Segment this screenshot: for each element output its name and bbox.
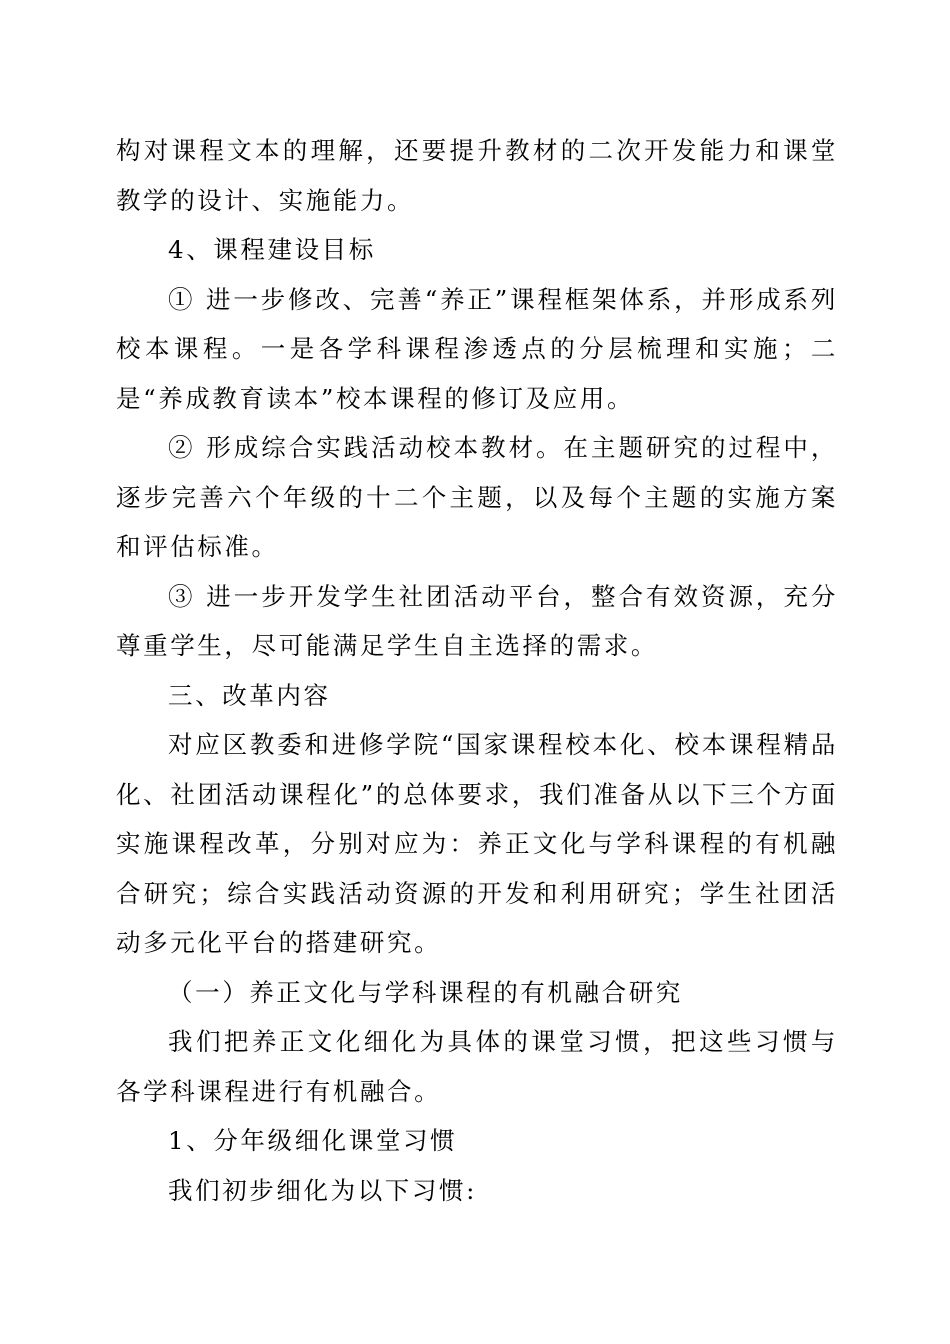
reform-content-paragraph: 对应区教委和进修学院“国家课程校本化、校本课程精品化、社团活动课程化”的总体要求，我们准备从以下三个方面实施课程改革，分别对应为：养正文化与学科课程的有机融合研究；综合实践活动资源的开发和利用研究；学生社团活动多元化平台的搭建研究。 — [116, 730, 838, 957]
goal-item-2: ② 形成综合实践活动校本教材。在主题研究的过程中，逐步完善六个年级的十二个主题，以及每个主题的实施方案和评估标准。 — [116, 433, 838, 561]
subsection-heading-1: （一）养正文化与学科课程的有机融合研究 — [168, 977, 683, 1007]
paragraph-continuation: 构对课程文本的理解，还要提升教材的二次开发能力和课堂教学的设计、实施能力。 — [116, 136, 838, 215]
section-heading-reform-content: 三、改革内容 — [168, 680, 331, 710]
document-body — [116, 126, 838, 1215]
goal-item-1: ① 进一步修改、完善“养正”课程框架体系，并形成系列校本课程。一是各学科课程渗透点的分层梳理和实施；二是“养成教育读本”校本课程的修订及应用。 — [116, 284, 838, 413]
section-heading-curriculum-goals: 4、课程建设目标 — [168, 235, 376, 264]
subsection-paragraph: 我们把养正文化细化为具体的课堂习惯，把这些习惯与各学科课程进行有机融合。 — [116, 1027, 838, 1106]
goal-item-3: ③ 进一步开发学生社团活动平台，整合有效资源，充分尊重学生，尽可能满足学生自主选择的需求。 — [116, 581, 838, 660]
subheading-grade-habits: 1、分年级细化课堂习惯 — [168, 1126, 458, 1155]
habits-intro-line: 我们初步细化为以下习惯: — [168, 1175, 477, 1205]
